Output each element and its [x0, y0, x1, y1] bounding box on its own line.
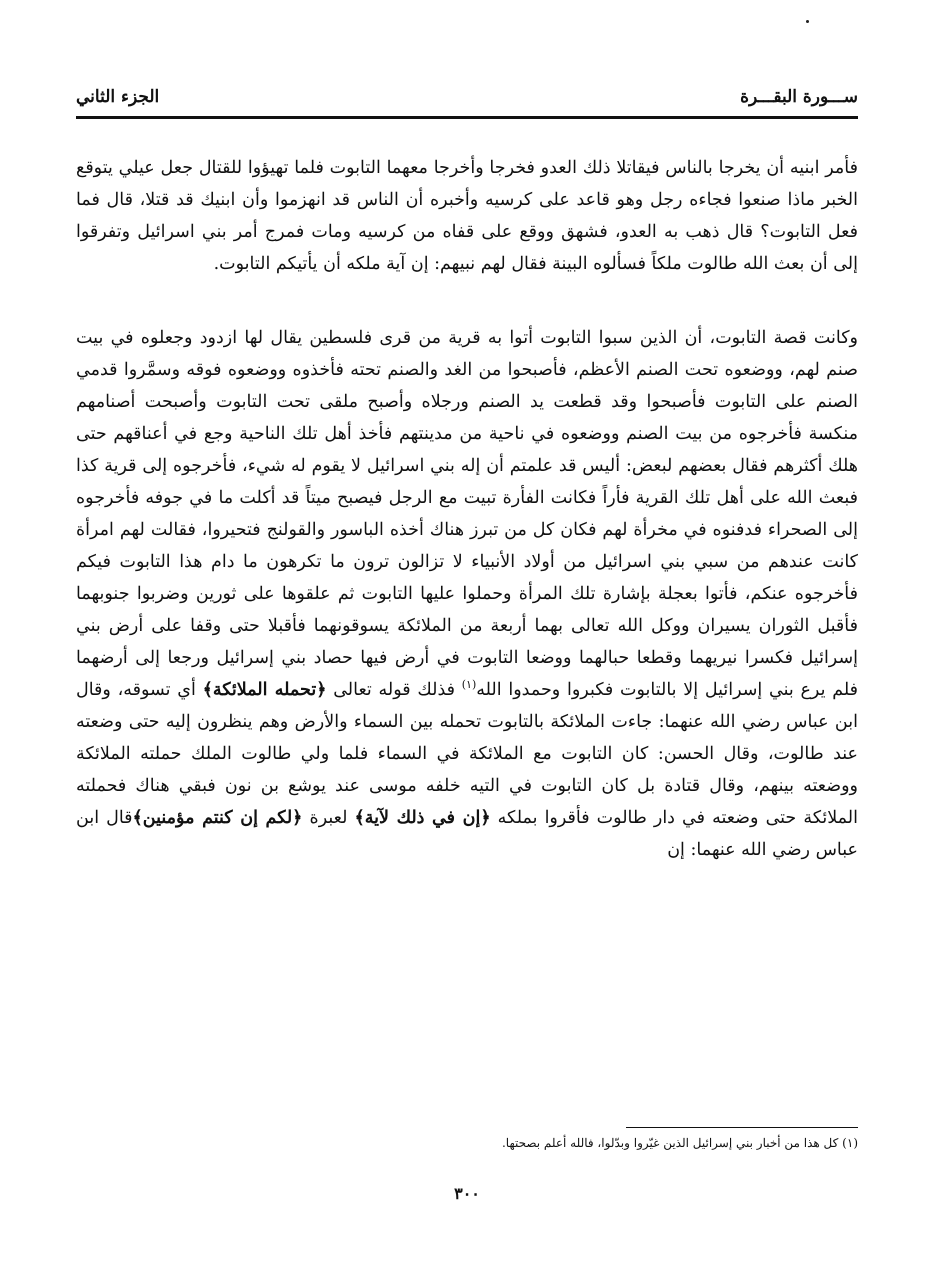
part-title: الجزء الثاني	[76, 87, 160, 107]
footnote: (١) كل هذا من أخبار بني إسرائيل الذين غيّروا وبدّلوا، فالله أعلم بصحتها.	[501, 1136, 858, 1150]
footnote-rule	[626, 1127, 858, 1128]
paragraph-gap	[76, 280, 858, 322]
header-rule	[76, 116, 858, 119]
footnote-marker: (١)	[461, 678, 477, 692]
paragraph-2-text-c: أي تسوقه، وقال ابن عباس رضي الله عنهما: جاءت الملائكة بالتابوت تحمله بين السماء والأرض وهم ينظرون إليه حتى وضعته عند طالوت، وقال الحسن: كان التابوت مع الملائكة في السماء فلما ولي طالوت الملك حملته الملائكة ووضعته بينهم، وقال قتادة بل كان التابوت في التيه خلفه موسى عند يوشع بن نون فبقي هناك فحملته الملائكة حتى وضعته في دار طالوت فأقروا بملكه	[76, 680, 858, 828]
paragraph-2-text-e: قال ابن عباس رضي الله عنهما: إن	[76, 808, 858, 860]
scan-speck	[806, 20, 809, 23]
quran-quote-2: ﴿إن في ذلك لآية﴾	[354, 808, 491, 828]
surah-title: ســـورة البقـــرة	[740, 87, 858, 107]
running-header	[76, 82, 858, 112]
quran-quote-1: ﴿تحمله الملائكة﴾	[202, 680, 327, 700]
paragraph-2-text-b: فذلك قوله تعالى	[326, 680, 462, 700]
paragraph-1: فأمر ابنيه أن يخرجا بالناس فيقاتلا ذلك العدو فخرجا وأخرجا معهما التابوت فلما تهيؤوا للقتال جعل عيلي يتوقع الخبر ماذا صنعوا فجاءه رجل وهو قاعد على كرسيه وأخبره أن الناس قد انهزموا وأن ابنيك قد قتلا، قال فما فعل التابوت؟ قال ذهب به العدو، فشهق ووقع على قفاه من كرسيه ومات فمرج أمر بني اسرائيل وتفرقوا إلى أن بعث الله طالوت ملكاً فسألوه البينة فقال لهم نبيهم: إن آية ملكه أن يأتيكم التابوت.	[76, 158, 858, 274]
paragraph-2-text-d: لعبرة	[302, 808, 355, 828]
page-number: ٣٠٠	[454, 1184, 480, 1203]
paragraph-2-text-a: وكانت قصة التابوت، أن الذين سبوا التابوت أتوا به قرية من قرى فلسطين يقال لها ازدود وجعلوه في بيت صنم لهم، ووضعوه تحت الصنم الأعظم، فأصبحوا من الغد والصنم تحته فأخذوه ووضعوه فوقه وسمَّروا قدمي الصنم على التابوت فأصبحوا وقد قطعت يد الصنم ورجلاه وأصبح ملقى تحت التابوت وأصبحت أصنامهم منكسة فأخرجوه من بيت الصنم ووضعوه في ناحية من مدينتهم فأخذ أهل تلك الناحية وجع في أعناقهم حتى هلك أكثرهم فقال بعضهم لبعض: أليس قد علمتم أن إله بني اسرائيل لا يقوم له شيء، فأخرجوه إلى قرية كذا فبعث الله على أهل تلك القرية فأراً فكانت الفأرة تبيت مع الرجل فيصبح ميتاً قد أكلت ما في جوفه فأخرجوه إلى الصحراء فدفنوه في مخرأة لهم فكان كل من تبرز هناك أخذه الباسور والقولنج فتحيروا، فقالت لهم امرأة كانت عندهم من سبي بني اسرائيل من أولاد الأنبياء لا تزالون ترون ما تكرهون ما دام هذا التابوت فيكم فأخرجوه عنكم، فأتوا بعجلة بإشارة تلك المرأة وحملوا عليها التابوت ثم علقوها على ثورين وضربوا جنوبهما فأقبل الثوران يسيران ووكل الله تعالى بهما أربعة من الملائكة يسوقونهما فأقبلا حتى وقفا على أرض بني إسرائيل فكسرا نيريهما وقطعا حبالهما ووضعا التابوت في أرض فيها حصاد بني إسرائيل ورجعا إلى أرضهما فلم يرع بني إسرائيل إلا بالتابوت فكبروا وحمدوا الله	[76, 328, 859, 700]
body-text	[76, 152, 858, 866]
paragraph-2	[76, 322, 858, 866]
quran-quote-3: ﴿لكم إن كنتم مؤمنين﴾	[132, 808, 303, 828]
